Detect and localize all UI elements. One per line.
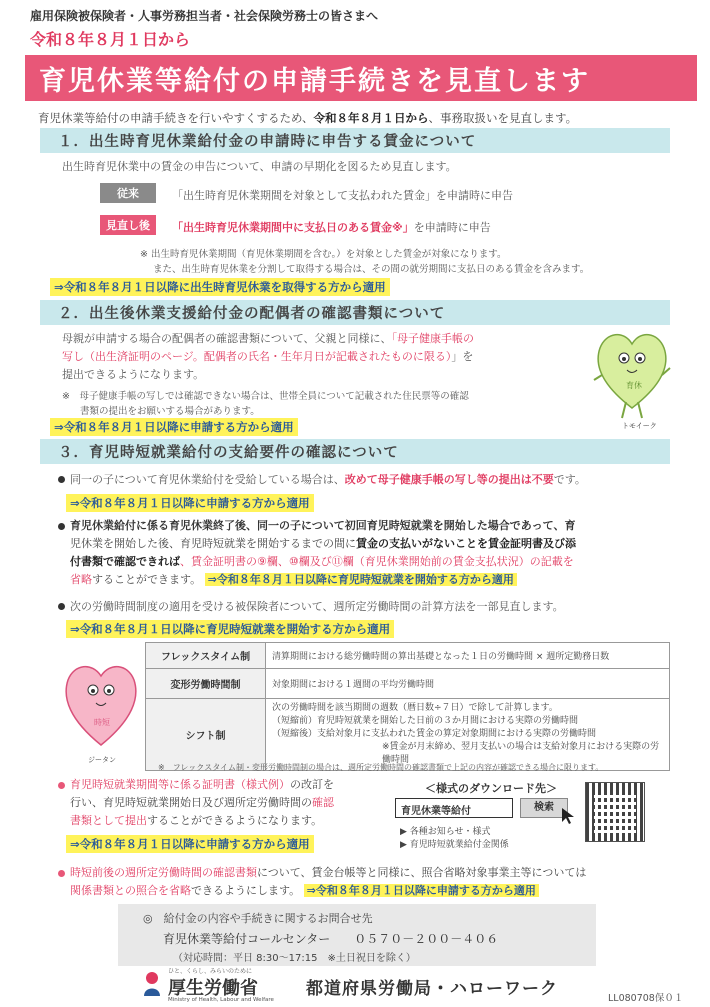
section-2-heading-text: ２．出生後休業支援給付金の配偶者の確認書類について [58, 306, 446, 322]
b4-line-2-pink: 確認 [312, 796, 334, 809]
download-search-button[interactable]: 検索 [520, 798, 568, 818]
bullet-5 [58, 870, 65, 877]
table-row [146, 669, 670, 699]
section-2-line-2-pink: 写し（出生済証明のページ。配偶者の氏名・生年月日が記載されたものに限る） [62, 350, 452, 363]
new-rule-text [172, 219, 491, 235]
contact-hours: （対応時間：平日 8:30～17:15 ※土日祝日を除く） [173, 953, 416, 964]
download-path-2[interactable]: ▶ 育児時短就業給付金関係 [400, 840, 509, 850]
bullet-1 [58, 476, 65, 483]
qr-code-icon[interactable] [585, 782, 645, 842]
old-rule-badge: 従来 [100, 183, 156, 203]
section-1-heading-text: １．出生時育児休業給付金の申請時に申告する賃金について [58, 134, 477, 150]
mascot-2-name: ジータン [88, 756, 116, 764]
b5-post: について、賃金台帳等と同様に、照合省略対象事業主等については [257, 866, 587, 879]
section-1-note-2: また、出生時育児休業を分割して取得する場合は、その間の就労期間に支払日のある賃金を含みます。 [153, 264, 590, 275]
table-row [146, 643, 670, 669]
bullet-2 [58, 523, 65, 530]
shift-label: シフト制 [146, 699, 266, 771]
b4-pink: 育児時短就業期間等に係る証明書（様式例） [70, 778, 290, 791]
section-1-heading [40, 128, 670, 153]
page-title: 育児休業等給付の申請手続きを見直します [39, 65, 590, 97]
intro-text [38, 110, 577, 126]
b2-line-1: 育児休業給付に係る育児休業終了後、同一の子について初回育児時短就業を開始した場合であって、育 [70, 519, 576, 532]
b5-pink: 時短前後の週所定労働時間の確認書類 [70, 866, 257, 879]
b4-post: の改訂を [290, 778, 334, 791]
section-1-desc: 出生時育児休業中の賃金の申告について、申請の早期化を図るため見直します。 [62, 160, 457, 173]
effective-date: 令和８年８月１日から [30, 30, 191, 49]
intro-pre: 育児休業等給付の申請手続きを行いやすくするため、 [38, 111, 314, 125]
b4-line-3-post: することができるようになります。 [147, 814, 323, 827]
section-2-apply: ⇒令和８年８月１日以降に申請する方から適用 [50, 418, 298, 436]
section-1-note-1: ※ 出生時育児休業期間（育児休業期間を含む。）を対象とした賃金が対象になります。 [140, 249, 507, 260]
section-3-heading-text: ３．育児時短就業給付の支給要件の確認について [58, 445, 399, 461]
intro-post: 、事務取扱いを見直します。 [428, 111, 578, 125]
new-rule-post: を申請時に申告 [413, 221, 491, 234]
shift-text-4: ※賃金が月末締め、翌月支払いの場合は支給対象月における実際の労働時間 [382, 742, 660, 765]
flex-label: フレックスタイム制 [146, 643, 266, 669]
mascot-tomoiku-icon [592, 320, 672, 430]
document-code: LL080708保０１ [608, 993, 684, 1004]
section-2-line-2 [62, 348, 473, 364]
mascot-jitan-icon [58, 650, 144, 765]
var-text: 対象期間における１週間の平均労働時間 [266, 669, 670, 699]
section-2-line-1-pre: 母親が申請する場合の配偶者の確認書類について、父親と同様に、 [62, 332, 392, 345]
b4-apply: ⇒令和８年８月１日以降に申請する方から適用 [66, 835, 314, 853]
b3-apply: ⇒令和８年８月１日以降に育児時短就業を開始する方から適用 [66, 620, 394, 638]
b5-line-2-post: できるようにします。 [191, 884, 301, 897]
section-3-heading [40, 439, 670, 464]
bullet-3-text: 次の労働時間制度の適用を受ける被保険者について、週所定労働時間の計算方法を一部見直します。 [70, 600, 564, 613]
ministry-tagline: ひと、くらし、みらいのために [168, 968, 253, 975]
bullet-2-text [70, 517, 680, 589]
download-search-input[interactable]: 育児休業等給付 [395, 798, 513, 818]
download-title: ＜様式のダウンロード先＞ [425, 782, 557, 795]
b2-line-4-post: することができます。 [92, 573, 202, 586]
b5-line-2-pink: 関係書類との照合を省略 [70, 884, 191, 897]
bullet-4 [58, 782, 65, 789]
section-2-note-2: 書類の提出をお願いする場合があります。 [80, 406, 260, 417]
page-title-banner [25, 55, 697, 101]
regional-offices: 都道府県労働局・ハローワーク [306, 979, 558, 999]
b4-line-2-pre: 行い、育児時短就業開始日及び週所定労働時間の [70, 796, 312, 809]
bullet-5-text [70, 864, 690, 900]
table-note: ※ フレックスタイム制・変形労働時間制の場合は、週所定労働時間の確認書類で上記の内容が確認できる場合に限ります。 [158, 763, 604, 772]
mascot-2-badge: 時短 [94, 718, 110, 727]
new-rule-pink: 「出生時育児休業期間中に支払日のある賃金※」 [172, 221, 414, 234]
flex-text: 清算期間における総労働時間の算出基礎となった１日の労働時間 × 週所定勤務日数 [266, 643, 670, 669]
intro-date: 令和８年８月１日から [313, 111, 429, 125]
cursor-arrow-icon [560, 806, 580, 826]
b1-pre: 同一の子について育児休業給付を受給している場合は、 [70, 473, 345, 486]
contact-center: 育児休業等給付コールセンター ０５７０－２００－４０６ [163, 932, 499, 946]
table-row [146, 699, 670, 771]
bullet-3 [58, 603, 65, 610]
var-label: 変形労働時間制 [146, 669, 266, 699]
b2-line-3: 付書類で確認できれば [70, 555, 180, 568]
b2-line-4-pink: 省略 [70, 573, 92, 586]
contact-title: ◎ 給付金の内容や手続きに関するお問合せ先 [143, 912, 373, 925]
b2-line-3-pink: 、賃金証明書の⑨欄、⑩欄及び⑪欄（育児休業開始前の賃金支払状況）の記載を [180, 555, 574, 568]
b1-pink: 改めて母子健康手帳の写し等の提出は不要 [344, 473, 554, 486]
section-1-apply: ⇒令和８年８月１日以降に出生時育児休業を取得する方から適用 [50, 278, 390, 296]
bullet-4-text [70, 776, 390, 830]
b1-post: です。 [553, 473, 586, 486]
shift-text [266, 699, 670, 771]
mascot-1-badge: 育休 [626, 381, 642, 390]
audience-line: 雇用保険被保険者・人事労務担当者・社会保険労務士の皆さまへ [30, 9, 379, 23]
b2-line-2-pre: 児休業を開始した後、育児時短就業を開始するまでの間に [70, 537, 356, 550]
section-2-line-1 [62, 330, 474, 346]
working-hours-table [145, 642, 670, 771]
section-2-line-1-pink: 「母子健康手帳の [391, 332, 475, 345]
shift-text-1: 次の労働時間を該当期間の週数（暦日数÷７日）で除して計算します。 [272, 703, 558, 713]
section-2-heading [40, 300, 670, 325]
b4-line-3-pink: 書類として提出 [70, 814, 147, 827]
section-2-line-3: 提出できるようになります。 [62, 368, 205, 381]
old-rule-text: 「出生時育児休業期間を対象として支払われた賃金」を申請時に申告 [172, 189, 513, 202]
ministry-name: 厚生労働省 [168, 978, 258, 999]
bullet-1-text [70, 471, 586, 487]
ministry-name-en: Ministry of Health, Labour and Welfare [168, 997, 274, 1003]
section-2-line-2-post: 」を [451, 350, 474, 363]
contact-box [118, 904, 596, 966]
b2-line-2-bold: 賃金の支払いがないことを賃金証明書及び添 [356, 537, 576, 550]
section-2-note-1: ※ 母子健康手帳の写しでは確認できない場合は、世帯全員について記載された住民票等の確認 [62, 391, 469, 402]
b5-apply: ⇒令和８年８月１日以降に申請する方から適用 [304, 884, 539, 897]
shift-text-2: （短縮前）育児時短就業を開始した日前の３か月間における実際の労働時間 [272, 716, 579, 726]
shift-text-3: （短縮後）支給対象月に支払われた賃金の算定対象期間における実際の労働時間 [272, 729, 597, 739]
b2-apply: ⇒令和８年８月１日以降に育児時短就業を開始する方から適用 [205, 573, 517, 586]
mascot-1-name: トモイーク [622, 422, 657, 430]
download-path-1[interactable]: ▶ 各種お知らせ・様式 [400, 827, 491, 837]
ministry-logo-icon [140, 970, 164, 998]
new-rule-badge: 見直し後 [100, 215, 156, 235]
b1-apply: ⇒令和８年８月１日以降に申請する方から適用 [66, 494, 314, 512]
